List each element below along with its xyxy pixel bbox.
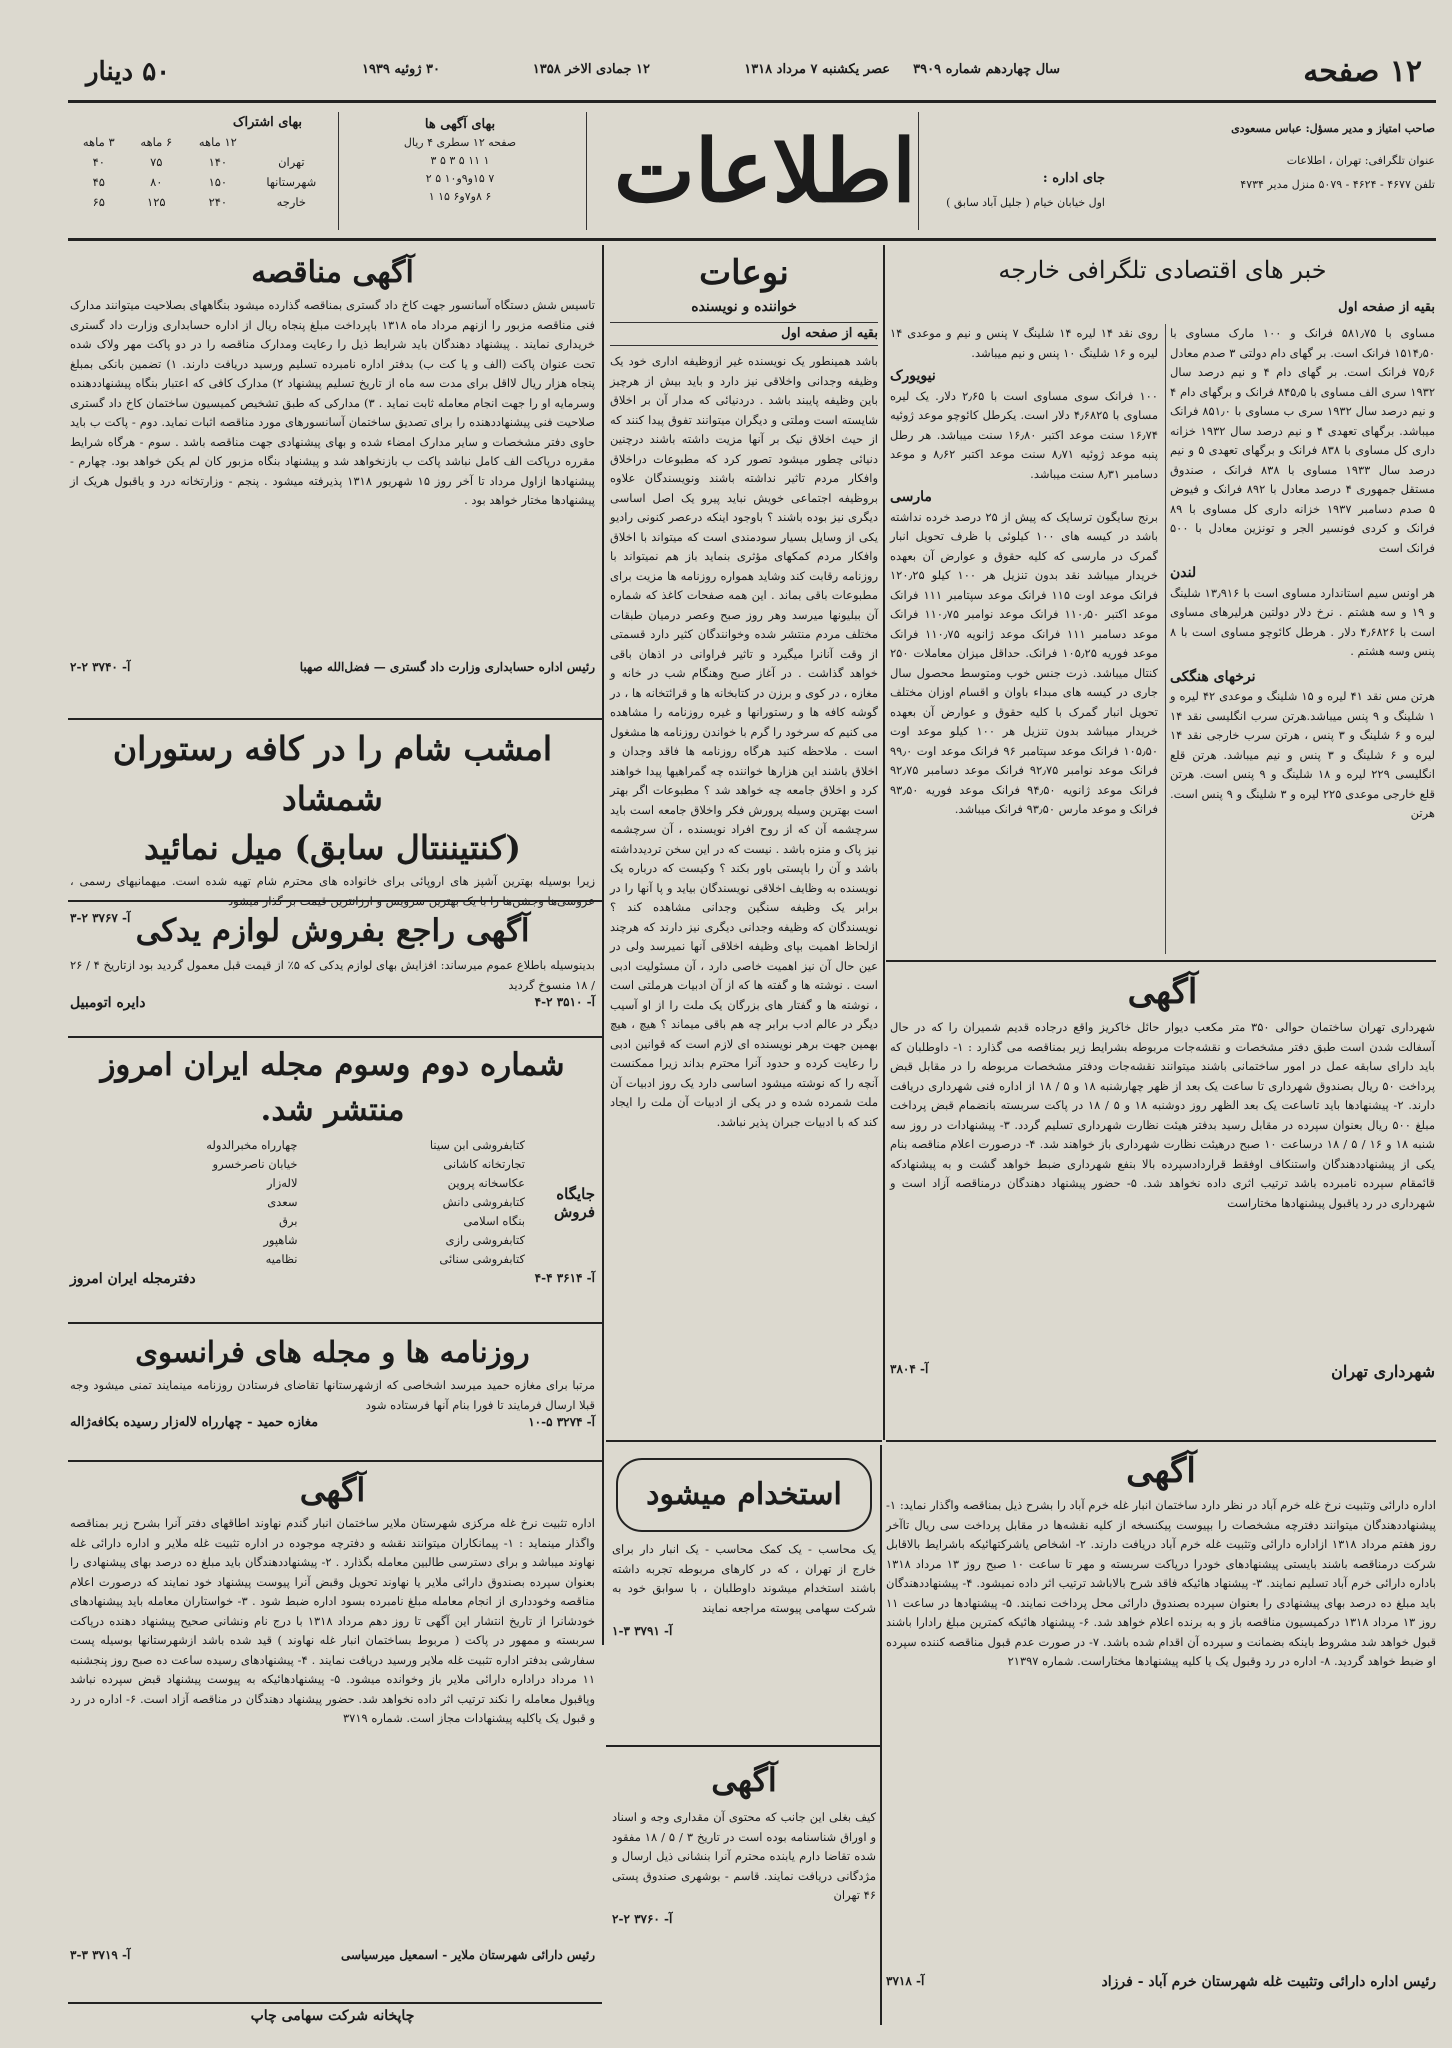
header-rule: [68, 100, 1436, 103]
subs-cell: تهران: [278, 155, 305, 169]
parts-title: آگهی راجع بفروش لوازم یدکی: [135, 913, 530, 949]
ads-row: صفحه ۱۲ سطری ۴ ریال: [403, 136, 517, 149]
subs-cell: ۱۲ ماهه: [198, 135, 237, 149]
subs-table: [70, 132, 332, 212]
economic-paragraph: روی نقد ۱۴ لیره ۱۴ شلینگ ۷ پنس و نیم و موعدی ۱۴ لیره و ۱۶ شلینگ ۱۰ پنس و نیم میباشد.: [890, 326, 1159, 360]
rule: [68, 2002, 602, 2004]
lost-wallet-ad: [612, 1752, 876, 2022]
french-papers-ad: [70, 1328, 595, 1448]
masthead-rule: [68, 238, 1436, 241]
notice-code: آ- ۳۷۱۸: [886, 1974, 925, 1988]
rule: [886, 1440, 1436, 1442]
economic-paragraph: هرتن مس نقد ۴۱ لیره و ۱۵ شلینگ و موعدی ۴۲ لیره و ۱ شلینگ و ۹ پنس میباشد.هرتن سرب انگلیسی نقد ۱۴ لیره و ۶ شلینگ و ۳ پنس ، هرتن سرب خارجی نقد ۱۴ لیره و ۶ شلینگ و ۳ پنس و نیم میباشد. هرتن قلع انگلیسی ۲۲۹ لیره و ۱۸ شلینگ و ۹ پنس است. هرتن قلع خارجی موعدی ۲۲۵ لیره و ۳ شلینگ و ۹ پنس است. هرتن: [1170, 689, 1435, 820]
subs-cell: ۸۰: [150, 175, 163, 189]
center-column: [610, 250, 878, 1435]
notice-title: آگهی: [1126, 1451, 1196, 1491]
notice-footer: [890, 1362, 1435, 1381]
notice-body: اداره تثبیت نرخ غله مرکزی شهرستان ملایر ساختمان انبار گندم نهاوند اطاقهای دفتر آنرا بشرح زیر بمناقصه واگذار مینماید : ۱- پیمانکاران میتوانند نقشه و دفترچه موجوده در اداره تثبیت غله ملایر و اداره دارائی غله نهاوند میباشد و برای دسترسی طالبین معامله بگذارد . ۲- پیشنهاددهندگان باید مبلغ ده درصد بهای پیشنهادی را بعنوان سپرده بصندوق دارائی ملایر یا نهاوند تحویل وقبض آنرا پیوست پیشنهاد خود نمایند که درصورت اعلام مناقصه وخودداری از انجام معامله مبلغ نامبرده بسود اداره ضبط شود . ۳- خواستاران معامله باید پیشنهادهای خودشانرا از تاریخ انتشار این آگهی تا روز دهم مرداد ۱۳۱۸ با درج نام ونشانی صحیح پیشنهاد دهنده درپاکت سربسته و ممهور در پاکت ( مربوط بساختمان انبار غله نهاوند ) قید شده باشد ازشهرستانها بوسیله پست سفارشی بدفتر اداره تثبیت غله ملایر ورسید دریافت نمایند . ۴- پیشنهادهای رسیده ساعت ده صبح روز پنجشنبه ۱۱ مرداد دراداره دارائی ملایر باز وخوانده میشود. ۵- پیشنهادهائیکه به پیوست پیشنهاد قبض سپرده نباشد وپاقبول معامله را نکند ترتیب اثر داده نخواهد شد. حضور پیشنهاد دهندگان در مناقصه آزاد است. ۶- اداره در رد و قبول یک یاکلیه پیشنهادات مجاز است. شماره ۳۷۱۹: [70, 1516, 596, 1725]
economic-paragraph: برنج سایگون ترسایک که پیش از ۲۵ درصد خرده نداشته باشد در کیسه های ۱۰۰ کیلوئی با ظرف تحویل انبار گمرک در مارسی که کلیه حقوق و عوارض آن بعهده خریدار میباشد نقد بدون تنزیل هر ۱۰۰ کیلو ۱۲۰٫۲۵ فرانک موعد اوت ۱۱۵ فرانک موعد سپتامبر ۱۱۱ فرانک موعد اکتبر ۱۱۰٫۵۰ فرانک موعد نوامبر ۱۱۰٫۷۵ فرانک موعد دسامبر ۱۱۱ فرانک موعد ژانویه ۱۱۰٫۷۵ فرانک موعد فوریه ۱۰۵٫۲۵ فرانک. حداقل میزان معاملات ۲۵۰ کنتال میباشد. ذرت جنس خوب ومتوسط محصول سال جاری در کیسه های مبداء باوان و اقسام اوزان مختلف تحویل انبار گمرک با کلیه حقوق و عوارض آن بعهده خریدار میباشد بدون تنزیل هر ۱۰۰ کیلو موعد اوت ۱۰۵٫۵۰ فرانک موعد سپتامبر ۹۶ فرانک موعد اوت ۹۹٫۰ فرانک موعد نوامبر ۹۲٫۷۵ فرانک موعد دسامبر ۹۲٫۷۵ فرانک موعد ژانویه ۹۴٫۵۰ فرانک موعد فوریه ۹۳٫۵۰ فرانک و موعد مارس ۹۳٫۵۰ فرانک میباشد.: [890, 509, 1159, 816]
subs-cell: ۷۵: [150, 155, 163, 169]
outlet: کتابفروشی سنائی: [439, 1252, 525, 1266]
owner-line: صاحب امتیاز و مدیر مسؤل: عباس مسعودی: [1231, 122, 1435, 135]
french-address: مغازه حمید - چهارراه لاله‌زار رسیده بکافه‌ژاله: [70, 1415, 319, 1430]
notice-signature: رئیس دارائی شهرستان ملایر - اسمعیل میرسیاسی: [340, 1948, 595, 1962]
tender-ad: [70, 250, 595, 710]
col-rule-lower: [880, 1445, 882, 2025]
tender-signature: رئیس اداره حسابداری وزارت داد گستری — فضل‌الله صهبا: [299, 660, 595, 674]
column-byline: خواننده و نویسنده: [691, 299, 797, 315]
subs-cell: ۲۴۰: [208, 195, 228, 209]
notice-footer: [70, 1948, 595, 1962]
malayer-notice: [70, 1466, 595, 1996]
french-title: روزنامه ها و مجله های فرانسوی: [135, 1335, 530, 1369]
ad-code: آ- ۳۷۹۱ ۳-۱: [612, 1624, 673, 1638]
parts-signature: دایره اتومبیل: [70, 995, 146, 1011]
economic-col-b: [890, 324, 1158, 954]
cafe-subtitle: (کنتیننتال سابق) میل نمائید: [143, 828, 521, 867]
economic-paragraph: ۱۰۰ فرانک سوی مساوی است با ۲٫۶۵ دلار. یک لیره مساوی با ۴٫۶۸۲۵ دلار است. یکرطل کائوچو موعد ژوئیه ۱۶٫۷۴ سنت موعد اکتبر ۱۶٫۸۰ سنت میباشد. هر رطل پنبه موعد ژوئیه ۸٫۷۱ سنت موعد اکتبر ۸٫۶۲ و موعد دسامبر ۸٫۳۱ سنت میباشد.: [890, 388, 1158, 481]
ad-code: آ- ۳۵۱۰ ۲-۴: [534, 995, 595, 1009]
outlets: [70, 1136, 595, 1269]
economic-news-heading: [890, 248, 1435, 292]
notice-title: آگهی: [299, 1471, 366, 1509]
ads-row: ۶ ۸و۷و۶ ۱۵ ۱: [428, 190, 492, 203]
outlet: عکاسخانه پروین: [447, 1176, 525, 1190]
outlet: کتابفروشی دانش: [442, 1195, 525, 1209]
column-body: باشد همینطور یک نویسنده غیر ازوظیفه اداری خود یک وظیفه وجدانی واخلاقی نیز دارد و باید بیش از هرچیز باین وظیفه پایبند باشد . دردنیائی که مدار آن بر اخلاق شایسته است وملتی و دیگران میتوانند تفوق پیدا کنند که از حیث اخلاق نیک بر آنها مزیت داشته باشند درچنین دنیائی چطور میشود تصور کرد که مطبوعات دراخلاق وافکار مردم تاثیر نداشته باشند ونویسندگان علاوه بروظیفه اجتماعی خویش نباید پیرو یک اصل اساسی دیگری نیز بوده باشند ؟ باوجود اینکه درعصر کنونی رادیو یکی از وسایل بسیار سودمندی است که میتواند با اخلاق وافکار مردم کمکهای مؤثری بنماید باز هم نمیتواند با روزنامه رقابت کند وشاید همواره روزنامه ها مزیت برای مطبوعات باقی بماند . این همه صفحات کاغذ که شماره آن ببلیونها میرسد وهر روز صبح وعصر درمیان طبقات مختلف مردم منتشر شده وخوانندگان کثیر دارد قسمتی از وقت آنانرا میگیرد و تاثیر فراوانی در اذهان باقی خواهد گذاشت . در آغاز صبح وهنگام شب در خانه و مغازه ، در کوی و برزن در کتابخانه ها و قرائتخانه ها ، در گوشه کافه ها و رستورانها و غیره روزنامه را مشاهده می کنیم که سرخود را گرم با خواندن روزنامه ها مشغول است . ملاحظه کنید هرگاه روزنامه ها فاقد وجدان و اخلاق باشند این هزارها خواننده چه گمراهیها پیدا خواهند کرد و اخلاق جامعه چه خواهد شد ؟ مطبوعات اگر بهتر است بهترین وسیله پرورش فکر واخلاق جامعه است باید سرچشمه آن که از روح افراد نویسنده ، آن سرچشمه نیز پاک و منزه باشد . نیست که در این سخن تردیدداشته باشد و آن را باپستی باور بکند ؟ وکیست که درباره یک نویسنده به وظایف اخلاقی نویسندگان بیاید و پا آنها را در برابر یک وظیفه سنگین وجدانی مشاهده کند ؟ نویسندگان که وظیفه وجدانی دیگری نیز دارند که هرچند ازلحاظ اهمیت بپای وظیفه اخلاقی آنها نمیرسد ولی در عین حال آن نیز اهمیت خاصی دارد ، آن مسئولیت ادبی است . نوشته ها و گفته ها که از آن ادبیات هرملتی است ، نوشته ها و گفتار های بزرگان یک ملت را از او آسیب دیگر در عالم ادب برابر چه هم باقی میماند ؟ هیچ ، هیچ بهمین جهت برهر نویسنده ای لازم است که قوانین ادبی را رعایت کرده و حدود آنرا محترم بداند زیرا ممکنست آنچه را که نوشته میشود اساسی دارد یک روز ادبیات آن ملت شمرده شده و در یکی از ادبیات آن ملت را ایجاد کند که با ادبیات جبران پذیر نباشد.: [609, 354, 878, 1129]
office-label: جای اداره :: [1042, 171, 1105, 186]
ads-row: ۱ ۱۱ ۵ ۳ ۵ ۳: [430, 154, 490, 167]
employment-ad: [612, 1450, 876, 1730]
page-number-text: ۱۲ صفحه: [1303, 54, 1422, 89]
outlet: کتابفروشی ابن سینا: [429, 1138, 525, 1152]
printer-credit: چاپخانه شرکت سهامی چاپ: [250, 2008, 415, 2024]
masthead-divider-3: [338, 112, 339, 230]
notice-body: اداره دارائی وتثبیت نرخ غله خرم آباد در نظر دارد ساختمان انبار غله خرم آباد را بشرح ذیل بمناقصه واگذار نماید: ۱- پیشنهاددهندگان میتوانند دفترچه مشخصات را بپیوست پیکنسخه از کلیه نقشه‌ها در مقابل پرداخت سی ریال تاآخر روز هفتم مرداد ۱۳۱۸ ازاداره دارائی وتثبیت غله خرم آباد دریافت دارند. ۲- اشخاص یاشرکتهائیکه باشرایط بالاقابل شرکت درمناقصه باشند بایستی پیشنهادهای خودرا درپاکت سربسته و مهر تا ساعت ۱۰ صبح روز ۱۳ مرداد ۱۳۱۸ باداره دارائی خرم آباد تسلیم نمایند. ۳- پیشنهاد هائیکه فاقد شرح بالاباشد ترتیب اثر داده نمیشود. ۴- پیشنهاددهندگان باید مبلغ ده درصد بهای پیشنهادی را بعنوان سپرده بصندوق دارائی محل پرداخت نمایند. ۵- پیشنهادها در ساعت ۱۱ روز ۱۳ مرداد ۱۳۱۸ درکمیسیون مناقصه باز و به برنده اعلام خواهد شد. ۶- پیشنهاد هائیکه کمترین مبلغ رادارا باشند قبول خواهد شد مشروط باینکه بضمانت و سپرده آن اقدام شده باشد. ۷- در صورت عدم قبول مناقصه کننده سپرده او ضبط خواهد گردید. ۸- اداره در رد وقبول یک یا کلیه پیشنهادها مختاراست. شماره ۲۱۳۹۷: [886, 1498, 1437, 1668]
continued-label: بقیه از صفحه اول: [610, 322, 878, 346]
col-rule-center-r: [602, 245, 604, 1645]
tender-body: تاسیس شش دستگاه آسانسور جهت کاخ داد گستری بمناقصه گذارده میشود بنگاههای بصلاحیت میتوانند مدارک فنی مناقصه مزبور را ازنهم مرداد ماه ۱۳۱۸ باپرداخت مبلغ پنجاه ریال از اداره حسابداری وزارت داد گستری خریداری نمایند . پیشنهاد دهندگان باید شرایط ذیل را رعایت ومدارک مناقصه را در دو پاکت مهر ولاک شده تحت عنوان پاکت (الف و یا کت ب) بدفتر اداره نامبرده تسلیم ورسید دریافت دارند. ۱) تضمین بانکی بمبلغ پنجاه هزار ریال لااقل برای مدت سه ماه از تاریخ تسلیم پیشنهاد ۲) مدارک کافی که اعتبار بنگاه پیشنهاددهنده وسرمایه او را جهت انجام معامله ثابت نماید . ۳) مدارکی که طبق تشخیص کمیسیون ساختمان کاخ داد گستری صلاحیت فنی پیشنهاددهنده را برای تصدیق ساختمان آسانسورهای مورد مناقصه اثبات نماید. دوم - پاکت ب باید حاوی دفتر مشخصات و سایر مدارک امضاء شده و بهای پیشنهادی جهت مناقصه باشد . سوم - هرگاه شرایط مقرره درپاکت الف کامل نباشد پاکت ب بازنخواهد شد و پیشنهاد بنگاه مزبور کان لم یکن خواهد بود. چهارم - پیشنهادها ازاول مرداد تا آخر روز ۱۵ شهریور ۱۳۱۸ پذیرفته میشود . پنجم - وزارتخانه درد و یاقبول هریک از پیشنهادها مختار خواهد بود .: [70, 298, 596, 507]
subs-cell: ۴۵: [92, 175, 105, 189]
economic-paragraph: هر اونس سیم استاندارد مساوی است با ۱۳٫۹۱۶ شلینگ و ۱۹ و سه هشتم . نرخ دلار دولتین هرلیرهای مساوی است با ۴٫۶۸۲۶ دلار . هرطل کائوچو مساوی است با ۸ پنس وسه هشتم .: [1170, 585, 1436, 658]
section-hong-kong: نرخهای هنگکی: [1170, 668, 1256, 685]
economic-subcol-rule: [1165, 324, 1166, 954]
magazine-subtitle: منتشر شد.: [260, 1092, 405, 1128]
notice-title: آگهی: [1127, 972, 1198, 1012]
notice-body: شهرداری تهران ساختمان حوالی ۳۵۰ متر مکعب دیوار حائل خاکریز واقع درجاده قدیم شمیران را که در حال آسفالت شدن است طبق دفتر مشخصات و نقشه‌جات مربوطه بشرایط زیر بمناقصه می گذارد : ۱- داوطلبان که باید دارای سابقه عمل در امور ساختمانی باشند میتوانند نقشه‌جات ودفتر مشخصات مربوطه را در مقابل قبض پرداخت ۵۰ ریال بصندوق شهرداری تا ساعت یک بعد از ظهر چهارشنبه ۱۸ و ۵ / ۱۸ از اداره فنی شهرداری دریافت دارند. ۲- پیشنهادها باید تاساعت یک بعد الظهر روز دوشنبه ۱۸ و ۵ / ۱۸ در پاکت سربسته بانضمام قبض پرداخت مبلغ ۵۰۰ ریال بعنوان سپرده در مقابل رسید بدفتر هیئت نظارت شهرداری تسلیم گردد. ۳- پیشنهادات در روز سه شنبه ۱۸ و ۱۶ / ۵ / ۱۸ درساعت ۱۰ صبح درهیئت نظارت شهرداری باز خواهند شد. ۴- درصورت اعلام مناقصه بنام یکی از پیشنهاددهندگان واستنکاف اوفقط قراردادسپرده بالا بنفع شهرداری ضبط خواهد گشت و به پیشنهادکه قائمقام سپرده نامبرده باشد ترتیب اثری داده نخواهد شد. ۵- حضور پیشنهاد دهندگان درمناقصه آزاد است و شهرداری در رد یاقبول پیشنهادها مختاراست: [890, 1020, 1436, 1210]
outlet: تجارتخانه کاشانی: [443, 1157, 525, 1171]
continued-label: بقیه از صفحه اول: [1338, 300, 1435, 315]
outlet: خیابان ناصرخسرو: [212, 1157, 298, 1171]
outlet: سعدی: [267, 1195, 298, 1209]
lost-body: کیف بغلی این جانب که محتوی آن مقداری وجه و اسناد و اوراق شناسنامه بوده است در تاریخ ۳ / ۵ / ۱۸ مفقود شده تقاضا دارم یابنده محترم آنرا بنشانی ذیل ارسال و مژدگانی دریافت نمایند. قاسم - بوشهری صندوق پستی ۴۶ تهران: [612, 1810, 877, 1902]
tender-title: آگهی مناقصه: [251, 255, 414, 290]
employment-title: استخدام میشود: [616, 1458, 872, 1532]
outlet: چهارراه مخبرالدوله: [206, 1138, 298, 1152]
lost-title: آگهی: [711, 1761, 777, 1799]
economic-paragraph: مساوی با ۵۸۱٫۷۵ فرانک و ۱۰۰ مارک مساوی با ۱۵۱۴٫۵۰ فرانک است. بر گهای دام دولتی ۳ صدم معادل ۷۵٫۶ فرانک است. بر گهای دام ۴ و نیم درصد سال ۱۹۳۲ سری الف مساوی با ۸۴۵٫۵ فرانک و برگهای دام ۴ و نیم درصد سال ۱۹۳۲ سری ب مساوی با ۸۵۱٫۰ فرانک میباشد. برگهای تعهدی ۴ و نیم درصد سال ۱۹۳۲ خزانه داری کل مساوی با ۸۳۸ فرانک و برگهای تعهدی ۵ و نیم درصد سال ۱۹۳۳ مساوی با ۸۳۸ فرانک ، صندوق مستقل جمهوری ۴ درصد معادل با ۸۹۲ فرانک و فیوض ۵ صدم دسامبر ۱۹۳۷ خزانه داری کل مساوی با ۸۹ فرانک و کردی فونسیر الجر و تونزین معادل با ۵۰۰ فرانک است: [1170, 326, 1436, 555]
office-block: [930, 170, 1105, 230]
ad-code: آ- ۳۲۷۴ ۵-۱۰: [528, 1415, 595, 1429]
notice-code: آ- ۳۷۱۹ ۳-۳: [70, 1948, 131, 1962]
ad-code: آ- ۳۶۱۴ ۴-۴: [534, 1271, 595, 1285]
section-marseille: مارسی: [890, 489, 932, 505]
subs-cell: ۱۴۰: [208, 155, 228, 169]
outlet: بنگاه اسلامی: [463, 1214, 525, 1228]
spare-parts-ad: [70, 906, 595, 1026]
subs-cell: ۱۵۰: [208, 175, 228, 189]
masthead-owner-block: [1110, 120, 1435, 232]
economic-news-title: خبر های اقتصادی تلگرافی خارجه: [998, 256, 1327, 284]
issue-date: عصر یکشنبه ۷ مرداد ۱۳۱۸: [744, 62, 890, 77]
municipality-notice: [890, 966, 1435, 1426]
rule: [606, 1440, 882, 1442]
ads-price-block: [345, 116, 575, 234]
gregorian-date: ۳۰ ژوئیه ۱۹۳۹: [361, 62, 440, 77]
subs-row: [70, 172, 332, 192]
phones-line: تلفن ۴۶۷۷ - ۴۶۲۴ - ۵۰۷۹ منزل مدیر ۴۷۳۴: [1240, 178, 1435, 191]
ad-code: آ- ۳۷۶۷ ۲-۳: [70, 911, 131, 925]
iran-emrooz-ad: [70, 1042, 595, 1312]
outlet: شاهپور: [263, 1233, 298, 1247]
iran-footer: [70, 1271, 595, 1287]
rule: [606, 1745, 882, 1747]
economic-col-a: [1170, 324, 1435, 954]
subs-cell: شهرستانها: [266, 175, 317, 189]
office-address: اول خیابان خیام ( جلیل آباد سابق ): [946, 196, 1105, 209]
outlet: نظامیه: [265, 1252, 298, 1266]
year-issue: سال چهاردهم شماره ۳۹۰۹: [913, 62, 1060, 77]
outlets-label: جایگاه فروش: [553, 1184, 595, 1221]
notice-code: آ- ۳۸۰۴: [890, 1362, 929, 1376]
rule: [68, 1322, 602, 1324]
french-body: مرتبا برای مغازه حمید میرسد اشخاصی که ازشهرستانها تقاضای فرستادن روزنامه مینمایند تمنی میشود وجه قبلا ارسال فرمایند تا فورا بنام آنها فرستاده شود: [70, 1378, 595, 1412]
subs-cell: ۳ ماهه: [82, 135, 115, 149]
notice-signature: رئیس اداره دارائی وتثبیت غله شهرستان خرم آباد - فرزاد: [1101, 1974, 1436, 1990]
section-new-york: نیویورک: [890, 368, 936, 384]
issue-price: ۵۰ دینار: [86, 57, 171, 87]
notice-footer: [886, 1974, 1436, 1990]
rule: [68, 718, 602, 720]
masthead-title: [600, 108, 930, 236]
ad-code: آ- ۳۷۶۰ ۲-۲: [612, 1911, 673, 1926]
rule: [68, 900, 602, 902]
outlet: کتابفروشی رازی: [445, 1233, 525, 1247]
cafe-ad: [70, 724, 595, 925]
subs-cell: خارجه: [276, 195, 307, 209]
subs-title: بهای اشتراک: [232, 115, 302, 130]
section-london: لندن: [1170, 565, 1197, 581]
telegraph-line: عنوان تلگرافی: تهران ، اطلاعات: [1286, 154, 1435, 167]
employment-body: یک محاسب - یک کمک محاسب - یک انبار دار برای خارج از تهران ، که در کارهای مربوطه تجربه داشته باشند استخدام میشوند داوطلبان ، با سوابق خود به شرکت سهامی پیوسته مراجعه نمایند: [612, 1542, 876, 1615]
subs-cell: ۱۲۵: [147, 195, 166, 209]
magazine-office: دفترمجله ایران امروز: [70, 1271, 196, 1287]
outlets-grid: [70, 1136, 525, 1269]
subscription-block: [70, 114, 332, 234]
outlet: لاله‌زار: [266, 1176, 298, 1190]
tender-footer: [70, 660, 595, 674]
masthead-divider-2: [586, 112, 587, 230]
subs-row: [70, 192, 332, 212]
parts-footer: [70, 995, 595, 1011]
column-title: نوعات: [699, 253, 789, 293]
cafe-body: زیرا بوسیله بهترین آشپز های اروپائی برای خانواده های محترم شام تهیه شده است. میهمانیهای رسمی ، عروسی‌ها وجشن‌ها را با یک بهترین سرویس و ارزانترین قیمت بر گذار میشود: [70, 874, 595, 908]
page-number: [1262, 52, 1422, 92]
hijri-date: ۱۲ جمادی الاخر ۱۳۵۸: [532, 62, 650, 77]
ads-row: ۷ ۱۵و۹و۱۰ ۵ ۲: [425, 172, 495, 185]
col-rule-right: [883, 245, 885, 1440]
outlet: برق: [279, 1214, 298, 1228]
rule: [886, 960, 1436, 962]
ad-code: آ- ۳۷۴۰ ۲-۲: [70, 660, 131, 674]
cafe-title: امشب شام را در کافه رستوران شمشاد: [112, 729, 553, 818]
subs-cell: ۴۰: [92, 155, 105, 169]
rule: [68, 1460, 602, 1462]
notice-signature: شهرداری تهران: [1331, 1362, 1435, 1381]
subs-cell: ۶۵: [92, 195, 105, 209]
subs-cell: ۶ ماهه: [140, 135, 173, 149]
ads-title: بهای آگهی ها: [424, 117, 496, 132]
khorramabad-notice: [886, 1446, 1436, 2031]
parts-body: بدینوسیله باطلاع عموم میرساند: افزایش بهای لوازم یدکی که ۵٪ از قیمت قبل معمول گردید بود ازتاریخ ۴ / ۲۶ / ۱۸ منسوخ گردید: [70, 958, 595, 992]
french-footer: [70, 1415, 595, 1430]
subs-head-row: [70, 132, 332, 152]
rule: [68, 1036, 602, 1038]
newspaper-title: اطلاعات: [613, 121, 917, 222]
magazine-title: شماره دوم وسوم مجله ایران امروز: [100, 1047, 565, 1083]
subs-cell: [251, 132, 332, 152]
subs-row: [70, 152, 332, 172]
